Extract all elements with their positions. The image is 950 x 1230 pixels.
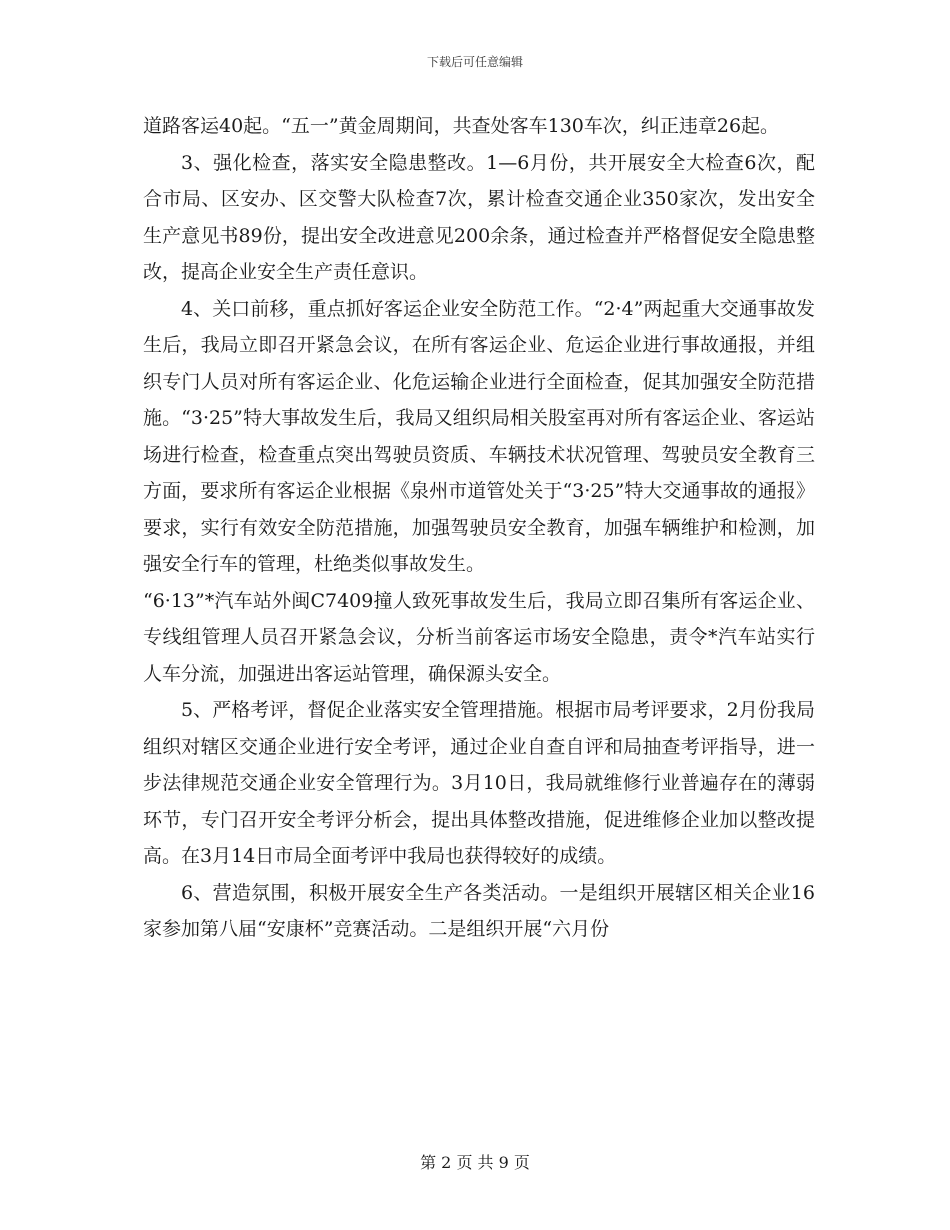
paragraph-continuation: 道路客运40起。“五一”黄金周期间，共查处客车130车次，纠正违章26起。 [143,115,780,137]
paragraph-incident-6-13: “6·13”*汽车站外闽C7409撞人致死事故发生后，我局立即召集所有客运企业、专线组管理人员召开紧急会议，分析当前客运市场安全隐患，责令*汽车站实行人车分流，加强进出客运站管理，确保源头安全。 [143,589,815,685]
document-body [143,108,815,948]
paragraph-item-6: 6、营造氛围，积极开展安全生产各类活动。一是组织开展辖区相关企业16家参加第八届“安康杯”竞赛活动。二是组织开展“六月份 [143,881,815,940]
page-number-footer: 第 2 页 共 9 页 [420,1153,530,1172]
paragraph-item-3: 3、强化检查，落实安全隐患整改。1—6月份，共开展安全大检查6次，配合市局、区安办、区交警大队检查7次，累计检查交通企业350家次，发出安全生产意见书89份，提出安全改进意见200余条，通过检查并严格督促安全隐患整改，提高企业安全生产责任意识。 [143,151,815,283]
page-header-note: 下载后可任意编辑 [426,55,523,69]
paragraph-item-4: 4、关口前移，重点抓好客运企业安全防范工作。“2·4”两起重大交通事故发生后，我局立即召开紧急会议，在所有客运企业、危运企业进行事故通报，并组织专门人员对所有客运企业、化危运输企业进行全面检查，促其加强安全防范措施。“3·25”特大事故发生后，我局又组织局相关股室再对所有客运企业、客运站场进行检查，检查重点突出驾驶员资质、车辆技术状况管理、驾驶员安全教育三方面，要求所有客运企业根据《泉州市道管处关于“3·25”特大交通事故的通报》要求，实行有效安全防范措施，加强驾驶员安全教育，加强车辆维护和检测，加强安全行车的管理，杜绝类似事故发生。 [143,297,815,575]
paragraph-item-5: 5、严格考评，督促企业落实安全管理措施。根据市局考评要求，2月份我局组织对辖区交通企业进行安全考评，通过企业自查自评和局抽查考评指导，进一步法律规范交通企业安全管理行为。3月10日，我局就维修行业普遍存在的薄弱环节，专门召开安全考评分析会，提出具体整改措施，促进维修企业加以整改提高。在3月14日市局全面考评中我局也获得较好的成绩。 [143,699,815,867]
